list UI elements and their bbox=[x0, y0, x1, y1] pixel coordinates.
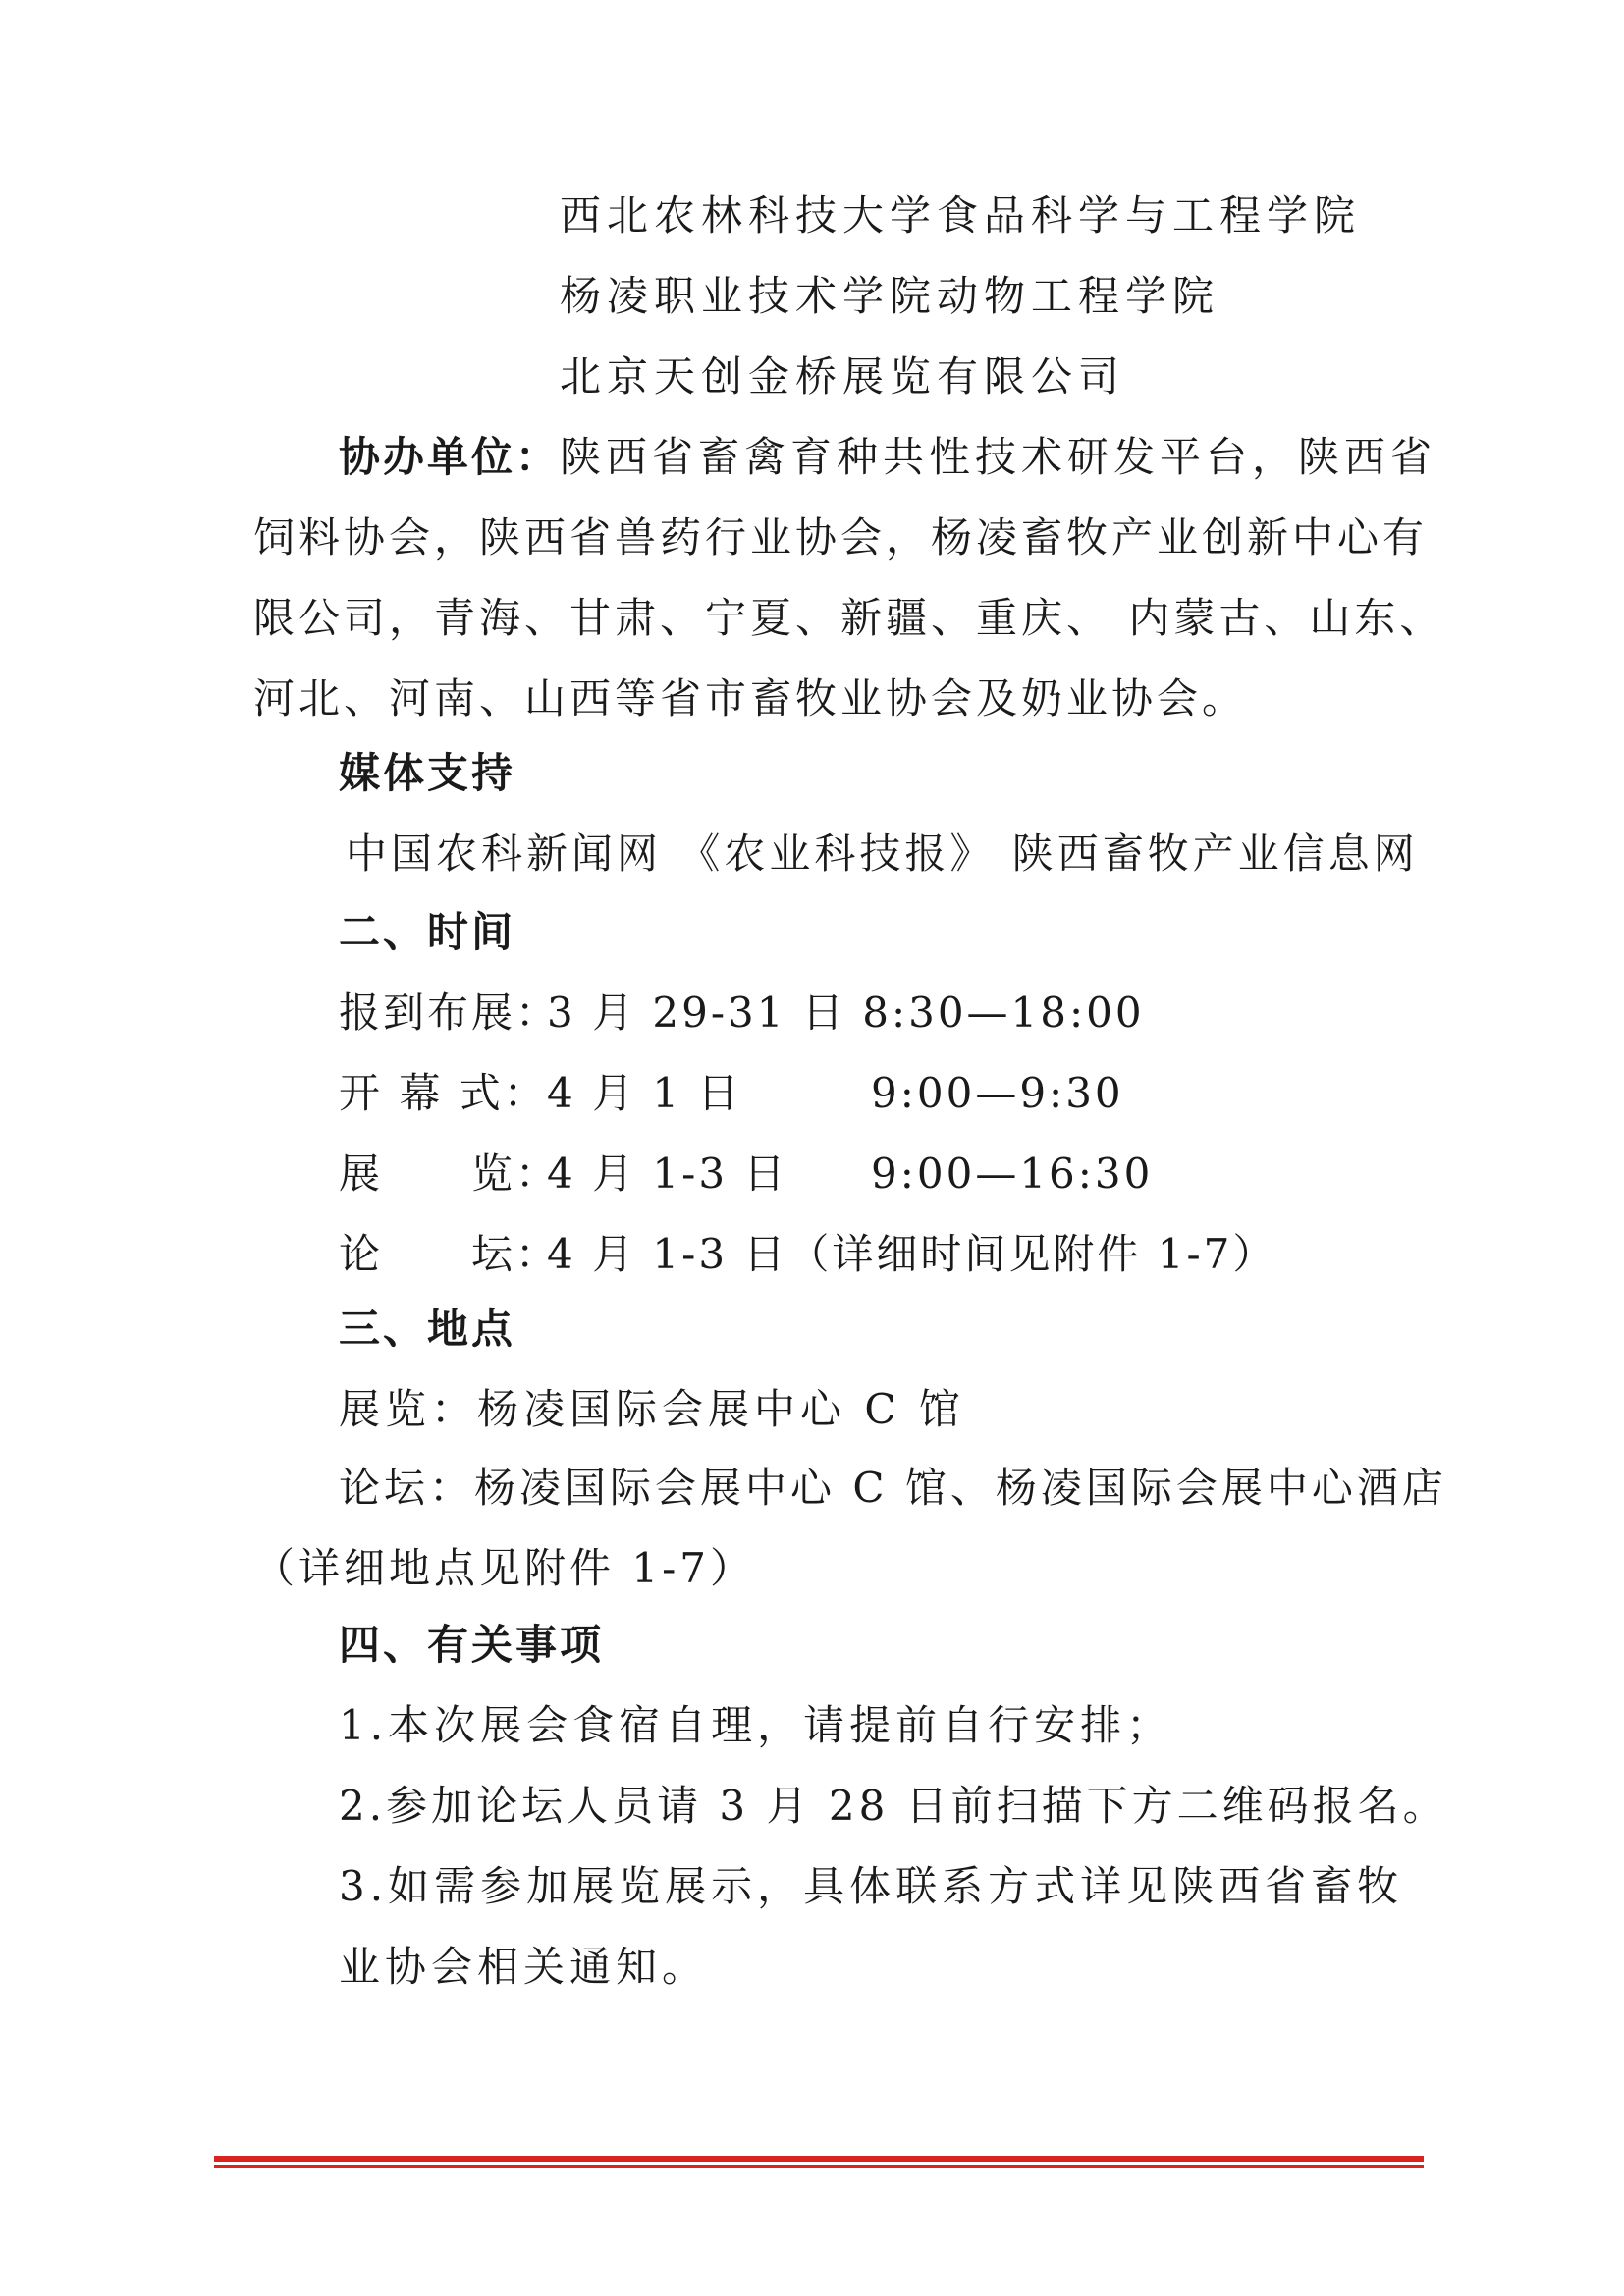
time-row-4-label: 论 坛： bbox=[339, 1230, 561, 1278]
time-row-1-date: 3 月 29-31 日 bbox=[547, 988, 846, 1037]
organizer-line-2: 杨凌职业技术学院动物工程学院 bbox=[560, 272, 1220, 320]
time-row-1-label: 报到布展： bbox=[339, 988, 561, 1037]
time-row-1 bbox=[339, 986, 1145, 1041]
footer-red-rule-thin bbox=[214, 2165, 1424, 2168]
matters-item-2: 2.参加论坛人员请 3 月 28 日前扫描下方二维码报名。 bbox=[339, 1782, 1448, 1830]
matters-heading: 四、有关事项 bbox=[339, 1621, 605, 1669]
venue-forum-line-2: （详细地点见附件 1-7） bbox=[253, 1544, 755, 1592]
time-row-2-date: 4 月 1 日 bbox=[547, 1069, 742, 1117]
media-heading: 媒体支持 bbox=[339, 749, 516, 797]
time-row-3-date: 4 月 1-3 日 bbox=[547, 1149, 788, 1198]
co-organizers-line-2: 饲料协会，陕西省兽药行业协会，杨凌畜牧产业创新中心有 bbox=[253, 513, 1429, 561]
venue-exhibition: 展览：杨凌国际会展中心 C 馆 bbox=[339, 1385, 965, 1433]
organizer-line-1: 西北农林科技大学食品科学与工程学院 bbox=[560, 191, 1362, 240]
time-row-2-label: 开 幕 式： bbox=[339, 1069, 548, 1117]
time-row-4-date: 4 月 1-3 日（详细时间见附件 1-7） bbox=[547, 1230, 1277, 1278]
venue-forum-line-1: 论坛：杨凌国际会展中心 C 馆、杨凌国际会展中心酒店 bbox=[339, 1464, 1447, 1512]
time-heading: 二、时间 bbox=[339, 908, 516, 956]
media-items: 中国农科新闻网 《农业科技报》 陕西畜牧产业信息网 bbox=[346, 829, 1419, 878]
footer-red-rule bbox=[214, 2156, 1424, 2162]
matters-item-3-line-2: 业协会相关通知。 bbox=[339, 1943, 709, 1991]
co-organizers-line-3: 限公司，青海、甘肃、宁夏、新疆、重庆、 内蒙古、山东、 bbox=[253, 594, 1445, 642]
co-organizers-text-1: 陕西省畜禽育种共性技术研发平台，陕西省 bbox=[560, 433, 1437, 481]
co-organizers-label: 协办单位： bbox=[339, 433, 561, 481]
venue-heading: 三、地点 bbox=[339, 1305, 516, 1353]
time-row-3-hours: 9:00—16:30 bbox=[871, 1149, 1154, 1198]
time-row-2 bbox=[339, 1066, 1124, 1121]
organizer-line-3: 北京天创金桥展览有限公司 bbox=[560, 352, 1126, 400]
time-row-2-hours: 9:00—9:30 bbox=[871, 1069, 1124, 1117]
co-organizers-line-4: 河北、河南、山西等省市畜牧业协会及奶业协会。 bbox=[253, 674, 1248, 722]
time-row-3-label: 展 览： bbox=[339, 1149, 561, 1198]
time-row-4 bbox=[339, 1227, 1276, 1282]
matters-item-3-line-1: 3.如需参加展览展示，具体联系方式详见陕西省畜牧 bbox=[339, 1862, 1404, 1910]
time-row-3 bbox=[339, 1147, 1153, 1201]
matters-item-1: 1.本次展会食宿自理，请提前自行安排； bbox=[339, 1701, 1173, 1749]
co-organizers-line-1 bbox=[339, 430, 1436, 485]
time-row-1-hours: 8:30—18:00 bbox=[862, 988, 1145, 1037]
